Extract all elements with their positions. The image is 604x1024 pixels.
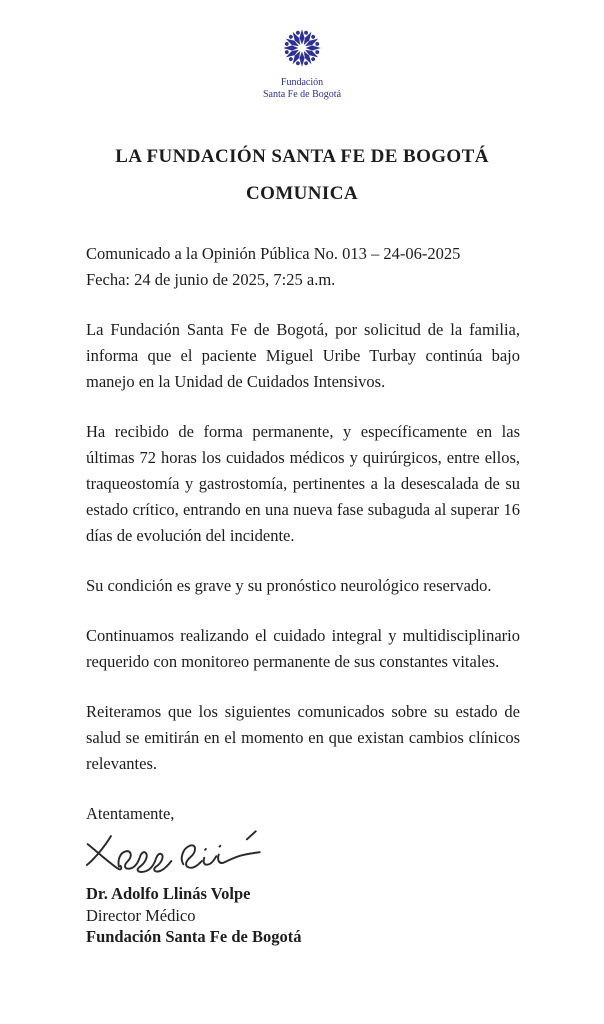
paragraph-future-updates: Reiteramos que los siguientes comunicados sobre su estado de salud se emitirán en el momento en que existan cambios clínicos relevantes. (86, 702, 520, 773)
signer-organization: Fundación Santa Fe de Bogotá (86, 927, 302, 946)
fecha-line: Fecha: 24 de junio de 2025, 7:25 a.m. (86, 270, 336, 289)
signer-block (86, 883, 520, 948)
foundation-emblem-icon (280, 26, 324, 70)
paragraph-patient-status: La Fundación Santa Fe de Bogotá, por solicitud de la familia, informa que el paciente Miguel Uribe Turbay continúa bajo manejo en la Unidad de Cuidados Intensivos. (86, 320, 520, 391)
paragraph-care: Continuamos realizando el cuidado integral y multidisciplinario requerido con monitoreo permanente de sus constantes vitales. (86, 626, 520, 671)
logo-name-line2: Santa Fe de Bogotá (262, 88, 342, 100)
document-title (0, 146, 604, 205)
logo-header (0, 0, 604, 100)
signature-area (86, 827, 520, 879)
title-line-2: COMUNICA (246, 183, 358, 204)
document-body (0, 241, 604, 948)
paragraph-condition: Su condición es grave y su pronóstico neurológico reservado. (86, 576, 492, 595)
title-line-1: LA FUNDACIÓN SANTA FE DE BOGOTÁ (115, 146, 489, 167)
salutation: Atentamente, (86, 804, 175, 823)
comunicado-number-line: Comunicado a la Opinión Pública No. 013 – 24-06-2025 (86, 244, 461, 263)
paragraph-treatment: Ha recibido de forma permanente, y específicamente en las últimas 72 horas los cuidados médicos y quirúrgicos, entre ellos, traqueostomía y gastrostomía, pertinentes a la desescalada de su estado crítico, entrando en una nueva fase subaguda al superar 16 días de evolución del incidente. (86, 422, 520, 545)
signer-role: Director Médico (86, 905, 196, 925)
signer-name: Dr. Adolfo Llinás Volpe (86, 884, 251, 903)
meta-block (86, 241, 520, 293)
handwritten-signature-image (82, 827, 267, 879)
logo-name-line1: Fundación (280, 77, 324, 88)
